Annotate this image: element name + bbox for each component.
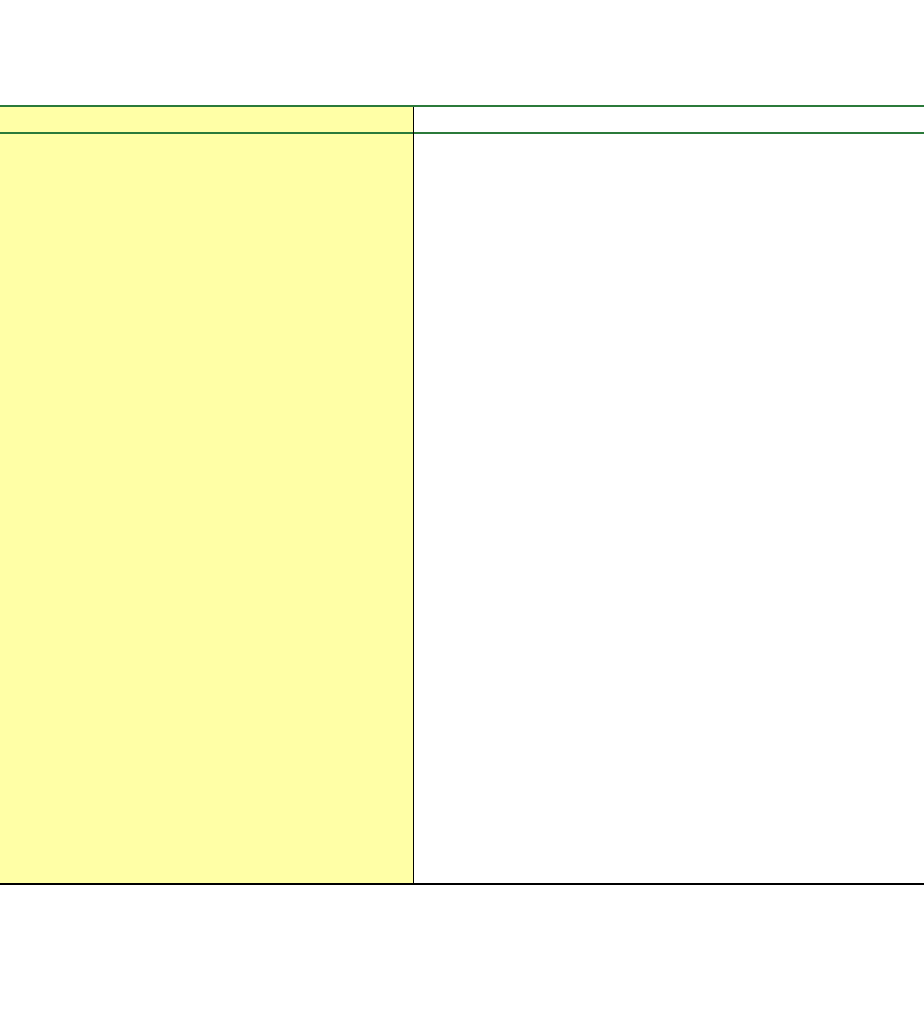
table-bottom-rule [0,883,924,885]
table-header-rule [0,132,924,134]
header-item-en [240,107,350,132]
header-item-cn [0,107,150,132]
page-title-cn [4,5,25,27]
table-divider [413,107,414,883]
expenditure-table [0,105,924,885]
item-column-background [0,107,413,883]
